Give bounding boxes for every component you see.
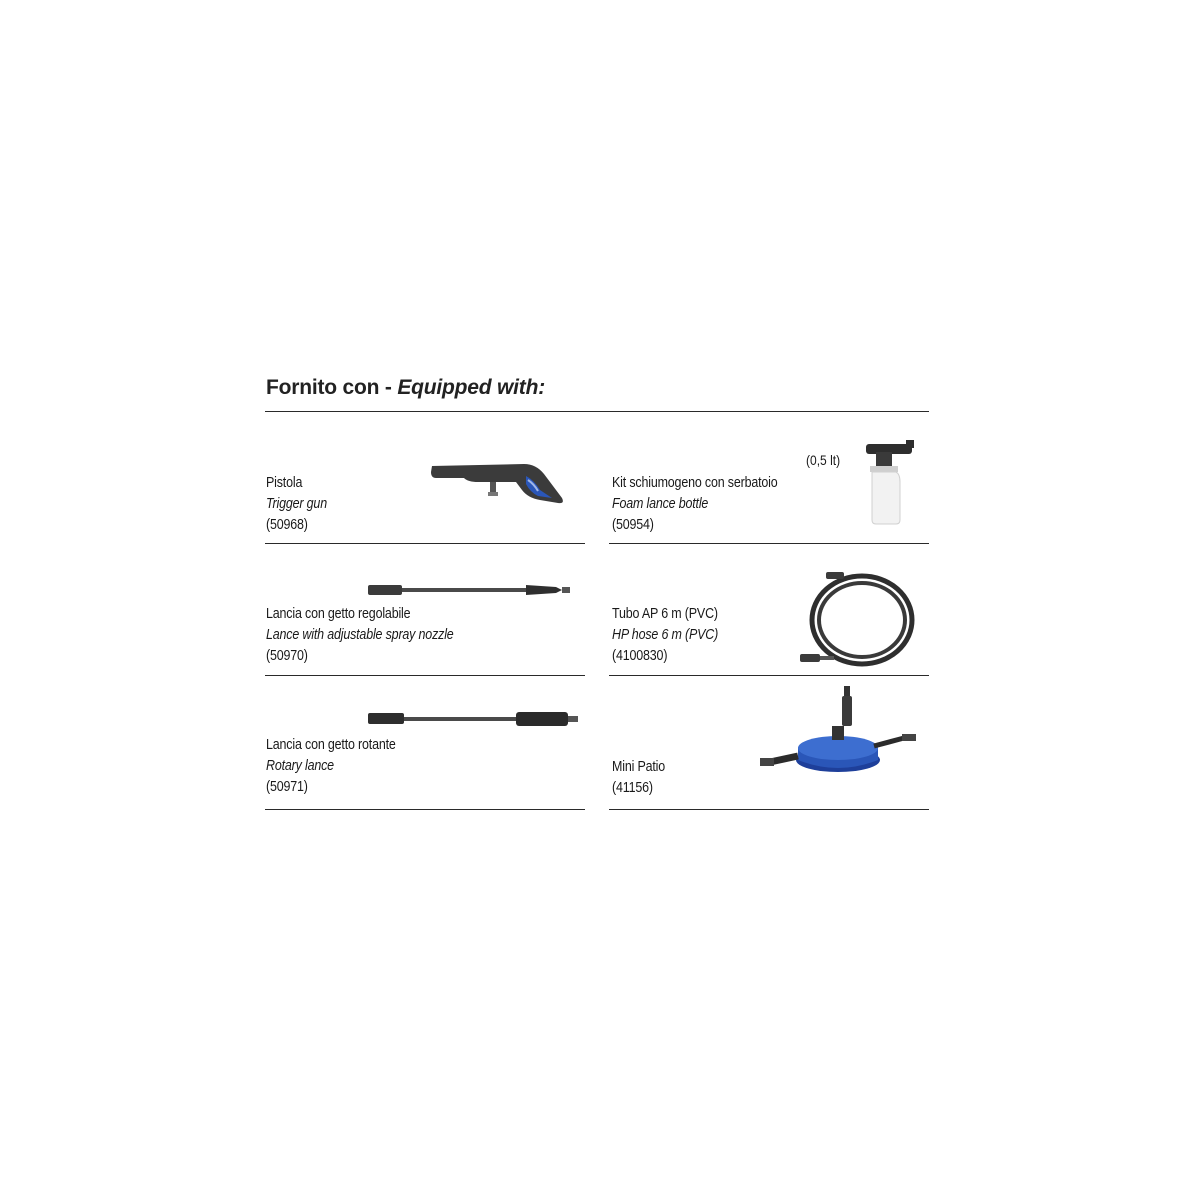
item-code: (50971) bbox=[266, 779, 308, 795]
item-english: Trigger gun bbox=[266, 496, 327, 512]
title-separator: - bbox=[379, 376, 398, 399]
foam-bottle-icon bbox=[862, 438, 918, 526]
rotary-lance-icon bbox=[366, 708, 580, 730]
title-italian: Fornito con bbox=[266, 376, 380, 399]
item-trigger-gun bbox=[266, 473, 337, 536]
trigger-gun-icon bbox=[428, 458, 568, 508]
item-name: Kit schiumogeno con serbatoio bbox=[612, 475, 778, 491]
row-rule bbox=[265, 809, 585, 810]
row-rule bbox=[609, 809, 929, 810]
mini-patio-icon bbox=[758, 682, 918, 794]
item-english: HP hose 6 m (PVC) bbox=[612, 627, 719, 643]
item-name: Mini Patio bbox=[612, 759, 666, 775]
item-english: Lance with adjustable spray nozzle bbox=[266, 627, 454, 643]
row-rule bbox=[609, 543, 929, 544]
item-name: Tubo AP 6 m (PVC) bbox=[612, 606, 718, 622]
item-code: (41156) bbox=[612, 780, 653, 796]
row-rule bbox=[265, 543, 585, 544]
item-name: Lancia con getto regolabile bbox=[266, 606, 411, 622]
section-title bbox=[266, 376, 545, 400]
row-rule bbox=[265, 675, 585, 676]
item-code: (50954) bbox=[612, 517, 654, 533]
row-rule bbox=[609, 675, 929, 676]
hose-coil-icon bbox=[796, 566, 920, 670]
item-mini-patio bbox=[612, 757, 674, 799]
item-name: Pistola bbox=[266, 475, 303, 491]
bottle-capacity-note: (0,5 lt) bbox=[806, 452, 841, 468]
item-english: Rotary lance bbox=[266, 758, 334, 774]
item-code: (4100830) bbox=[612, 648, 668, 664]
item-foam-bottle bbox=[612, 473, 805, 536]
title-rule bbox=[265, 411, 929, 412]
item-rotary-lance bbox=[266, 735, 417, 798]
item-code: (50970) bbox=[266, 648, 308, 664]
item-english: Foam lance bottle bbox=[612, 496, 709, 512]
item-code: (50968) bbox=[266, 517, 308, 533]
title-english: Equipped with: bbox=[397, 376, 546, 399]
item-hp-hose bbox=[612, 604, 735, 667]
adjustable-lance-icon bbox=[366, 579, 572, 601]
item-name: Lancia con getto rotante bbox=[266, 737, 396, 753]
item-adjustable-lance bbox=[266, 604, 484, 667]
